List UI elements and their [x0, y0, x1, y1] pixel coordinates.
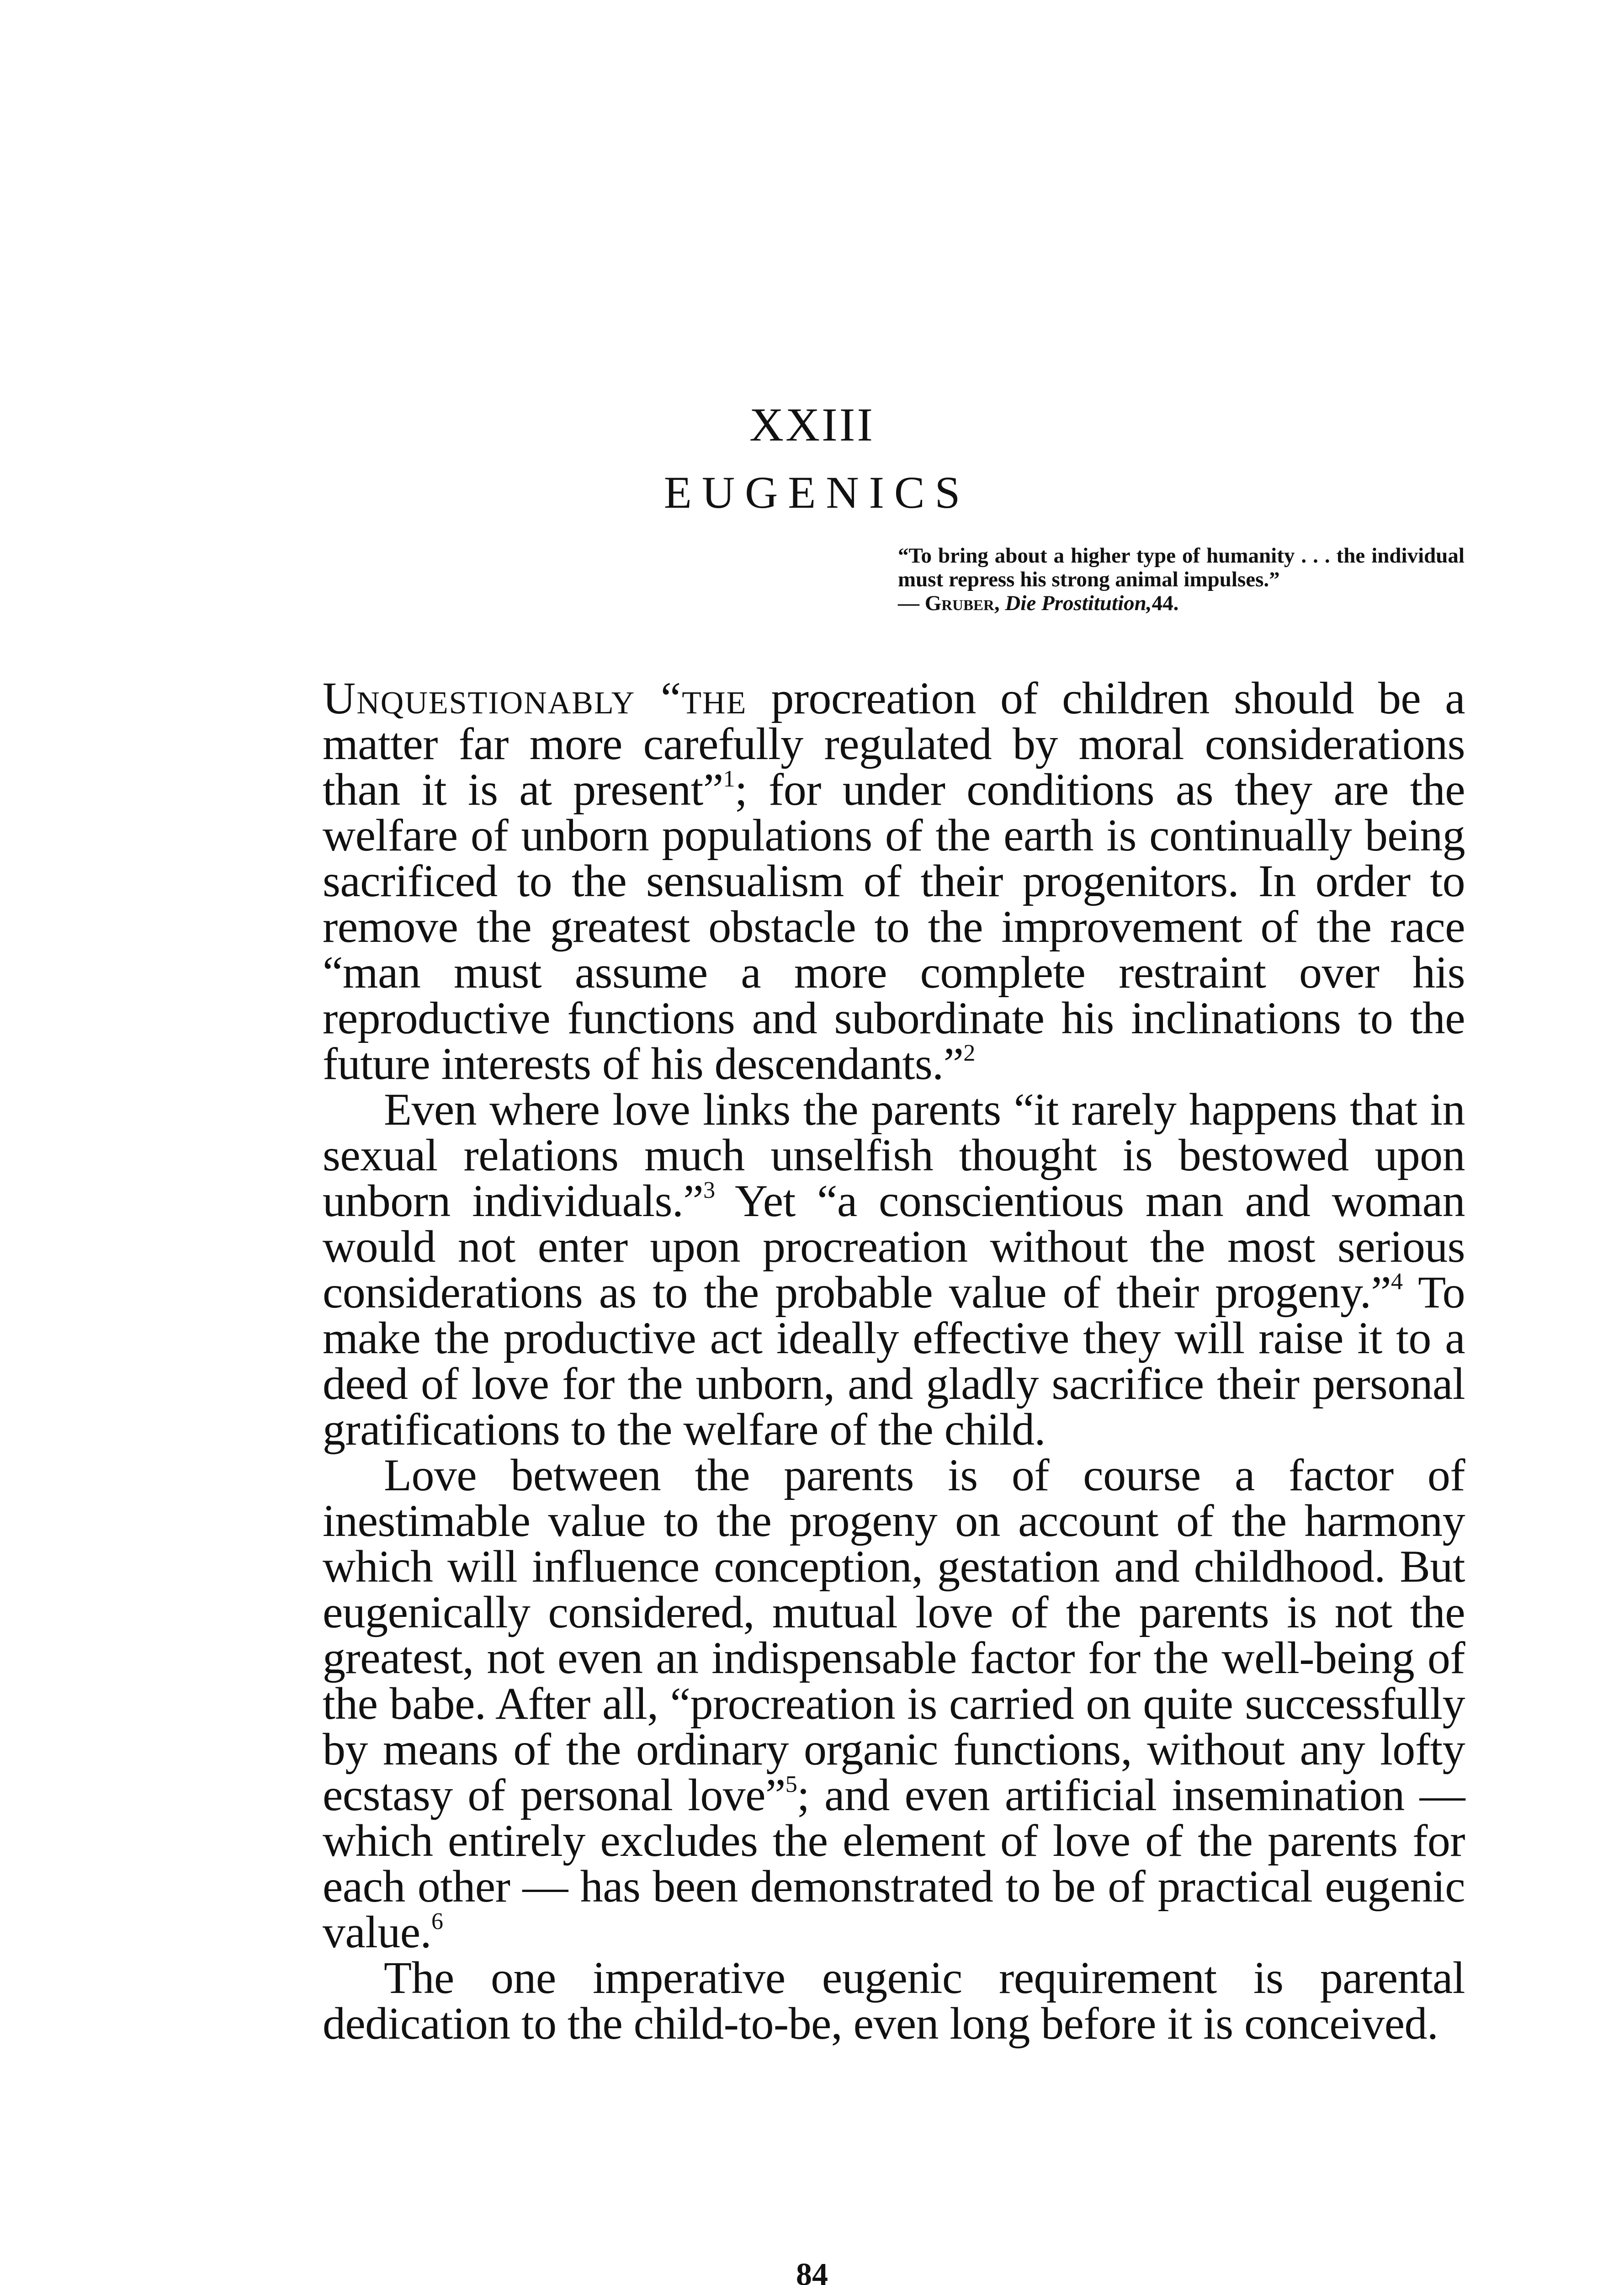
- chapter-title: EUGENICS: [663, 467, 971, 518]
- paragraph-text: The one imperative eugenic requirement is parental dedication to the child-to-be, even long before it is conceived.: [323, 1952, 1465, 2049]
- footnote-ref: 2: [963, 1040, 975, 1066]
- footnote-ref: 5: [785, 1771, 797, 1797]
- paragraph: [323, 1952, 1465, 2049]
- page-number: 84: [796, 2257, 828, 2285]
- paragraph: [323, 675, 1465, 1087]
- paragraph: [323, 1084, 1465, 1455]
- attribution-work: Die Prostitution,: [999, 591, 1152, 615]
- paragraph-text: procreation of children should be a matter far more carefully regulated by moral considerations than it is at present”: [323, 673, 1465, 815]
- epigraph: [898, 544, 1465, 615]
- paragraph-text: Yet “a conscientious man and woman would not enter upon procreation without the most serious considerations as to the probable value of their progeny.”: [323, 1175, 1465, 1318]
- attribution-dash: —: [898, 591, 925, 615]
- footnote-ref: 3: [703, 1177, 715, 1203]
- body-text: [323, 673, 1465, 2049]
- paragraph-text: Love between the parents is of course a factor of inestimable value to the progeny on account of the harmony which will influence conception, gestation and childhood. But eugenically considered, mutual love of the parents is not the greatest, not even an indispensable factor for the well-being of the babe. After all, “procreation is carried on quite successfully by means of the ordinary organic functions, without any lofty ecstasy of personal love”: [323, 1450, 1465, 1820]
- epigraph-attribution: [898, 591, 1465, 615]
- paragraph-text: ; and even artificial insemination — which entirely excludes the element of love of the parents for each other — has been demonstrated to be of practical eugenic value.: [323, 1770, 1465, 1957]
- footnote-ref: 6: [431, 1908, 443, 1934]
- paragraph: [323, 1452, 1465, 1955]
- footnote-ref: 1: [723, 766, 735, 792]
- attribution-page: 44.: [1152, 591, 1179, 615]
- attribution-author: Gruber,: [924, 591, 1000, 615]
- chapter-number: XXIII: [749, 399, 875, 451]
- paragraph-text: ; for under conditions as they are the welfare of unborn populations of the earth is continually being sacrificed to the sensualism of their progenitors. In order to remove the greatest obstacle to the improvement of the race “man must assume a more complete restraint over his reproductive functions and subordinate his inclinations to the future interests of his descendants.”: [323, 764, 1465, 1089]
- footnote-ref: 4: [1391, 1269, 1403, 1295]
- opening-words: Unquestionably “the: [323, 673, 747, 723]
- paragraph-text: To make the productive act ideally effective they will raise it to a deed of love for the unborn, and gladly sacrifice their personal gratifications to the welfare of the child.: [323, 1267, 1465, 1455]
- paragraph-text: Even where love links the parents “it rarely happens that in sexual relations much unselfish thought is bestowed upon unborn individuals.”: [323, 1084, 1465, 1226]
- epigraph-quote: “To bring about a higher type of humanity . . . the individual must repress his strong animal impulses.”: [898, 544, 1465, 591]
